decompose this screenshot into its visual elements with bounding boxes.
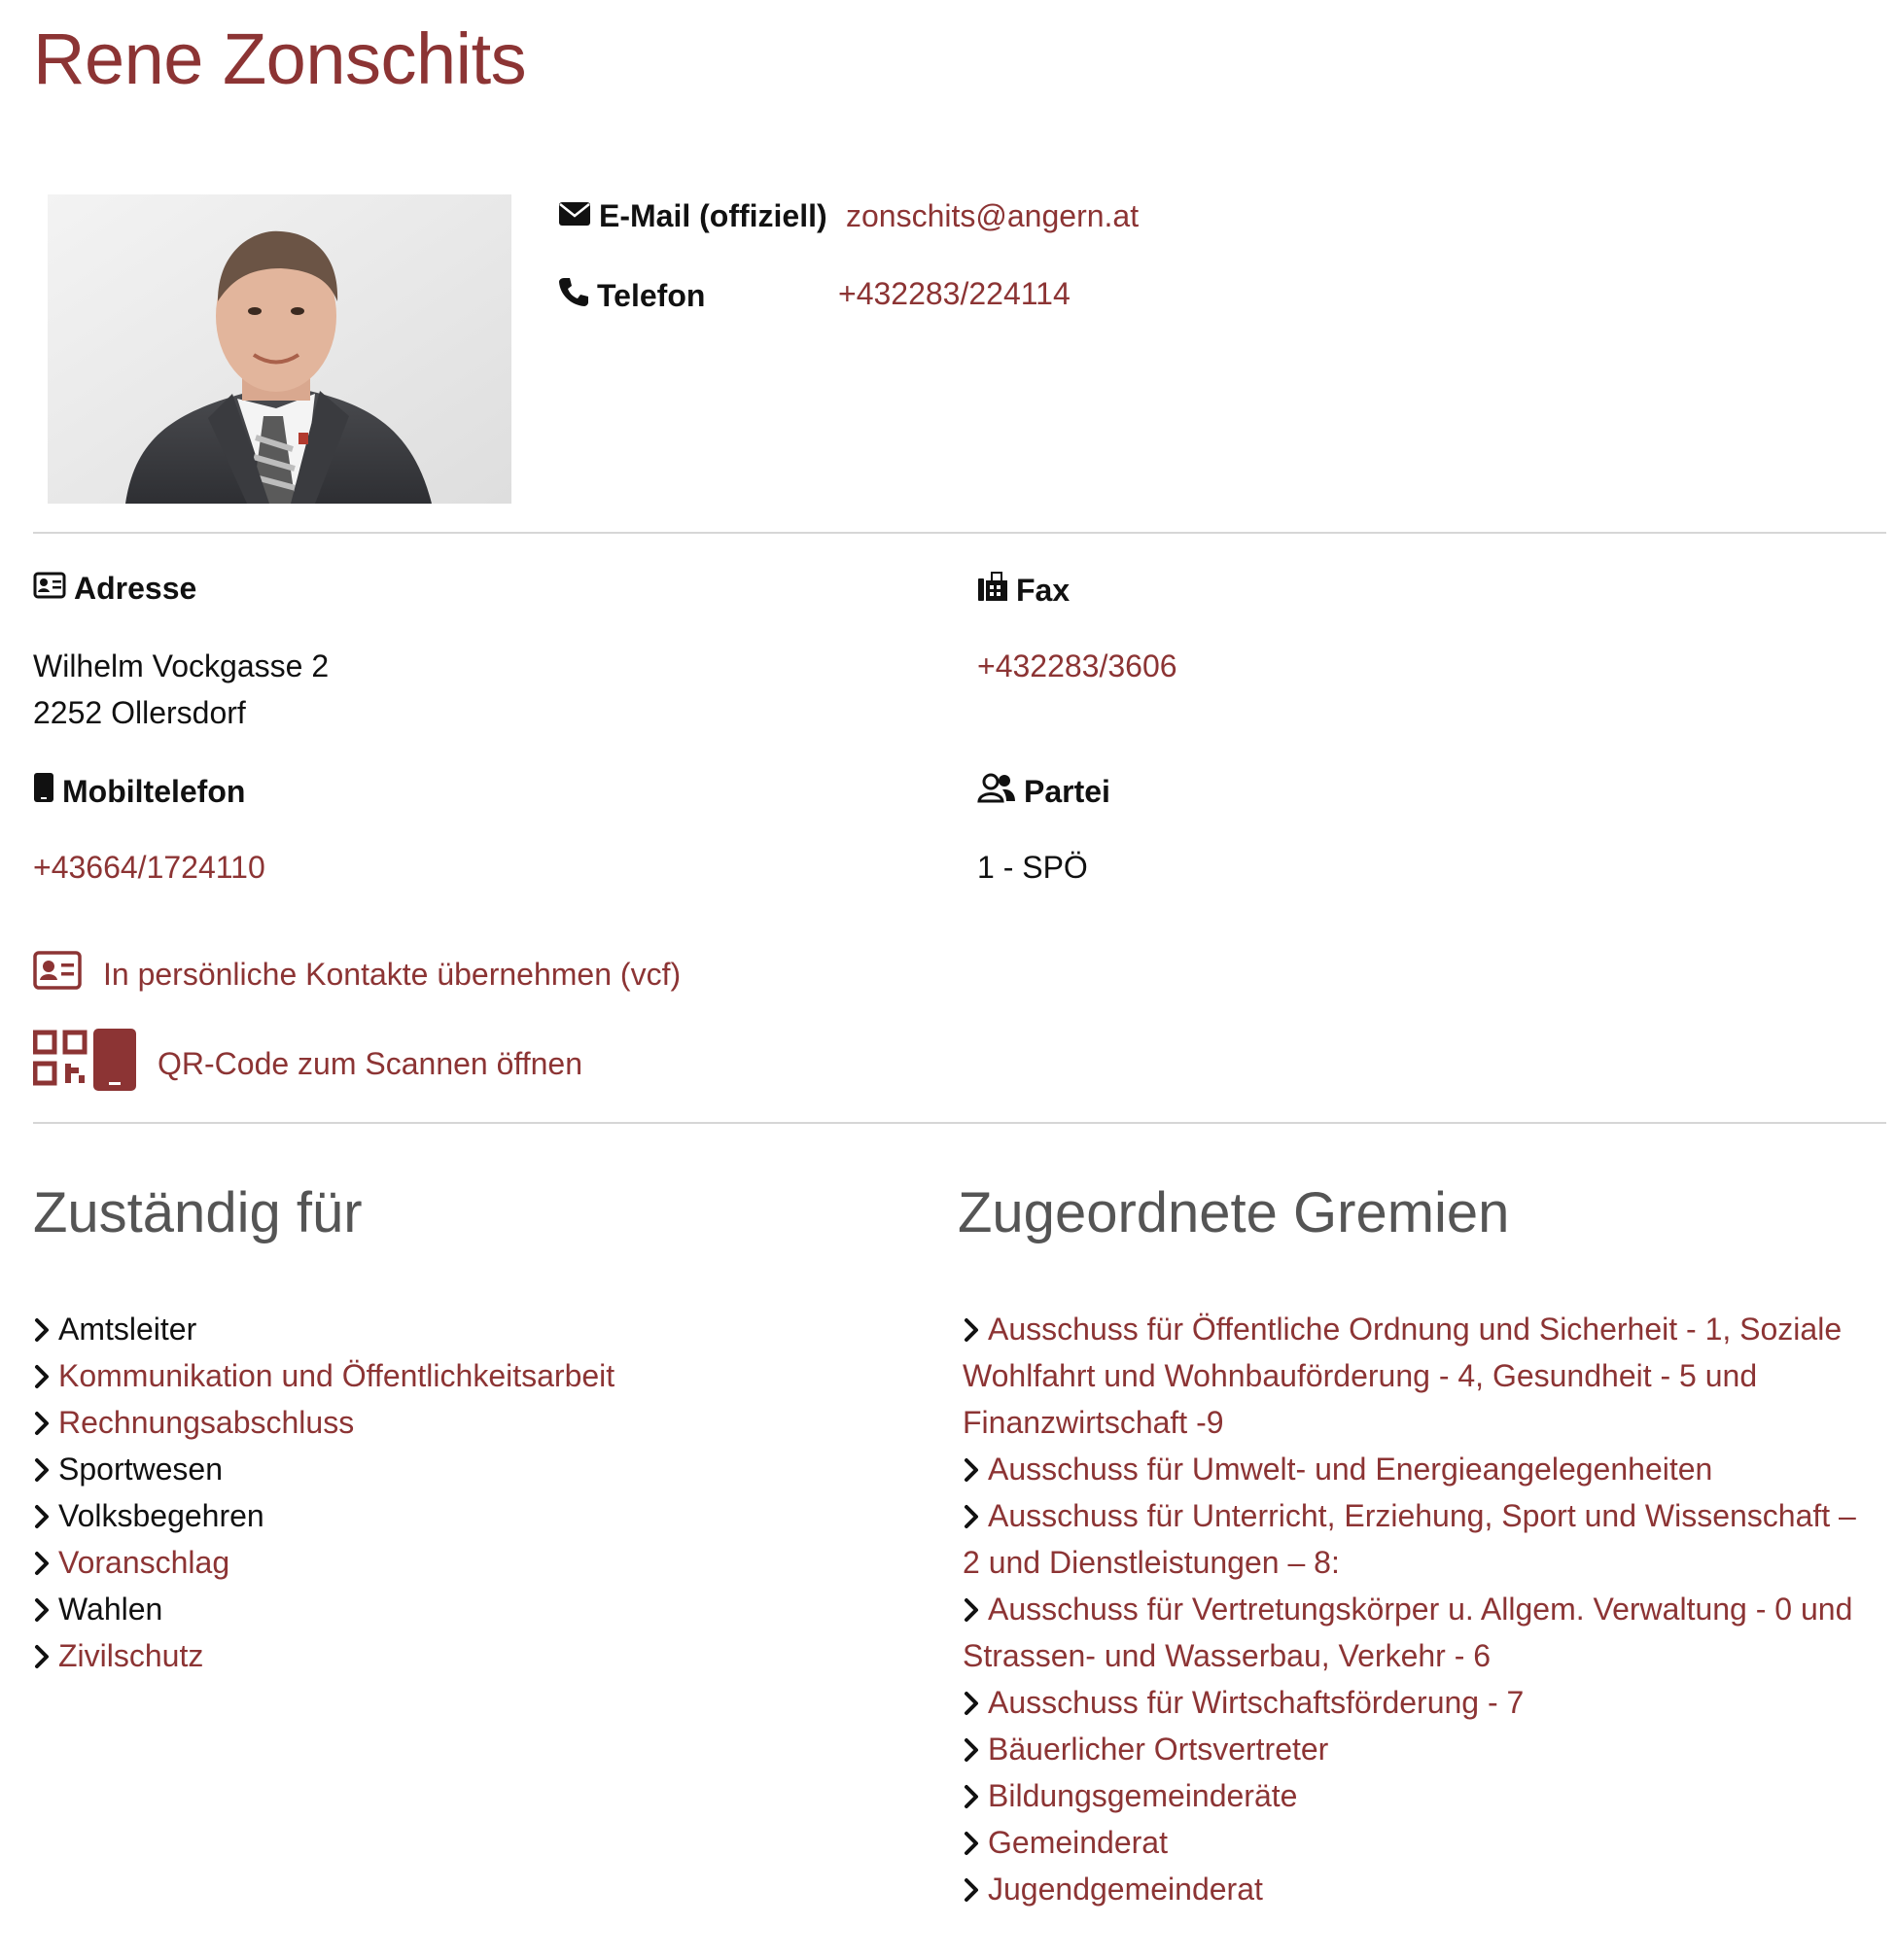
list-item [33, 1306, 908, 1352]
chevron-right-icon [963, 1586, 984, 1632]
mobile-link[interactable]: +43664/1724110 [33, 850, 265, 885]
list-item[interactable] [963, 1866, 1857, 1912]
email-link[interactable]: zonschits@angern.at [846, 198, 1140, 233]
list-item-link[interactable]: Ausschuss für Unterricht, Erziehung, Sport und Wissenschaft – 2 und Dienstleistungen – 8: [963, 1498, 1856, 1580]
list-item-link[interactable]: Kommunikation und Öffentlichkeitsarbeit [58, 1358, 615, 1393]
fax-icon [977, 571, 1008, 610]
list-item[interactable] [33, 1539, 908, 1586]
address-label: Adresse [33, 571, 196, 607]
chevron-right-icon [33, 1306, 54, 1352]
page-title: Rene Zonschits [33, 18, 527, 99]
list-item[interactable] [963, 1446, 1857, 1492]
list-item-link[interactable]: Ausschuss für Vertretungskörper u. Allgem. Verwaltung - 0 und Strassen- und Wasserbau, Verkehr - 6 [963, 1592, 1853, 1673]
chevron-right-icon [963, 1866, 984, 1912]
email-label: E-Mail (offiziell) [558, 198, 827, 234]
phone-icon [558, 276, 589, 315]
chevron-right-icon [33, 1352, 54, 1399]
chevron-right-icon [33, 1586, 54, 1632]
mobile-label: Mobiltelefon [33, 772, 245, 811]
list-item[interactable] [963, 1819, 1857, 1866]
users-icon [977, 772, 1016, 811]
list-item [33, 1446, 908, 1492]
divider [33, 532, 1886, 534]
portrait-photo [48, 194, 511, 504]
list-item-link[interactable]: Jugendgemeinderat [988, 1872, 1263, 1907]
list-item-link[interactable]: Rechnungsabschluss [58, 1405, 355, 1440]
list-item-label: Wahlen [58, 1592, 163, 1627]
chevron-right-icon [963, 1306, 984, 1352]
list-item[interactable] [33, 1399, 908, 1446]
list-item-link[interactable]: Voranschlag [58, 1545, 230, 1580]
responsibilities-heading: Zuständig für [33, 1181, 363, 1244]
address-line1: Wilhelm Vockgasse 2 [33, 648, 330, 683]
chevron-right-icon [33, 1399, 54, 1446]
list-item-link[interactable]: Ausschuss für Wirtschaftsförderung - 7 [988, 1685, 1525, 1720]
list-item-link[interactable]: Bäuerlicher Ortsvertreter [988, 1732, 1329, 1767]
list-item-label: Sportwesen [58, 1452, 223, 1487]
list-item [33, 1586, 908, 1632]
list-item[interactable] [963, 1772, 1857, 1819]
chevron-right-icon [963, 1679, 984, 1726]
list-item [33, 1492, 908, 1539]
envelope-icon [558, 198, 591, 234]
chevron-right-icon [33, 1539, 54, 1586]
chevron-right-icon [33, 1632, 54, 1679]
committees-heading: Zugeordnete Gremien [958, 1181, 1510, 1244]
list-item[interactable] [963, 1679, 1857, 1726]
vcf-download-link[interactable]: In persönliche Kontakte übernehmen (vcf) [33, 951, 681, 998]
list-item-link[interactable]: Ausschuss für Umwelt- und Energieangelegenheiten [988, 1452, 1713, 1487]
list-item[interactable] [963, 1306, 1857, 1446]
address-line2: 2252 Ollersdorf [33, 695, 246, 730]
qr-code-mobile-icon [33, 1029, 138, 1099]
chevron-right-icon [963, 1492, 984, 1539]
list-item[interactable] [963, 1492, 1857, 1586]
chevron-right-icon [963, 1726, 984, 1772]
chevron-right-icon [33, 1446, 54, 1492]
address-card-icon [33, 571, 66, 607]
chevron-right-icon [963, 1772, 984, 1819]
responsibilities-list [33, 1306, 908, 1679]
chevron-right-icon [963, 1819, 984, 1866]
list-item-link[interactable]: Zivilschutz [58, 1638, 204, 1673]
divider [33, 1122, 1886, 1124]
list-item[interactable] [33, 1352, 908, 1399]
list-item[interactable] [33, 1632, 908, 1679]
list-item-label: Volksbegehren [58, 1498, 264, 1533]
committees-list [963, 1306, 1857, 1912]
phone-link[interactable]: +432283/224114 [838, 276, 1071, 311]
chevron-right-icon [33, 1492, 54, 1539]
fax-label: Fax [977, 571, 1070, 610]
party-value: 1 - SPÖ [977, 850, 1088, 885]
mobile-phone-icon [33, 772, 54, 811]
list-item-link[interactable]: Ausschuss für Öffentliche Ordnung und Sicherheit - 1, Soziale Wohlfahrt und Wohnbauförderung - 4, Gesundheit - 5 und Finanzwirtschaft -9 [963, 1312, 1843, 1440]
list-item[interactable] [963, 1586, 1857, 1679]
phone-label: Telefon [558, 276, 705, 315]
list-item-link[interactable]: Bildungsgemeinderäte [988, 1778, 1298, 1813]
list-item-label: Amtsleiter [58, 1312, 197, 1347]
contact-card-icon [33, 951, 82, 998]
party-label: Partei [977, 772, 1110, 811]
fax-link[interactable]: +432283/3606 [977, 648, 1177, 683]
list-item-link[interactable]: Gemeinderat [988, 1825, 1168, 1860]
qr-code-link[interactable]: QR-Code zum Scannen öffnen [33, 1029, 582, 1099]
list-item[interactable] [963, 1726, 1857, 1772]
chevron-right-icon [963, 1446, 984, 1492]
